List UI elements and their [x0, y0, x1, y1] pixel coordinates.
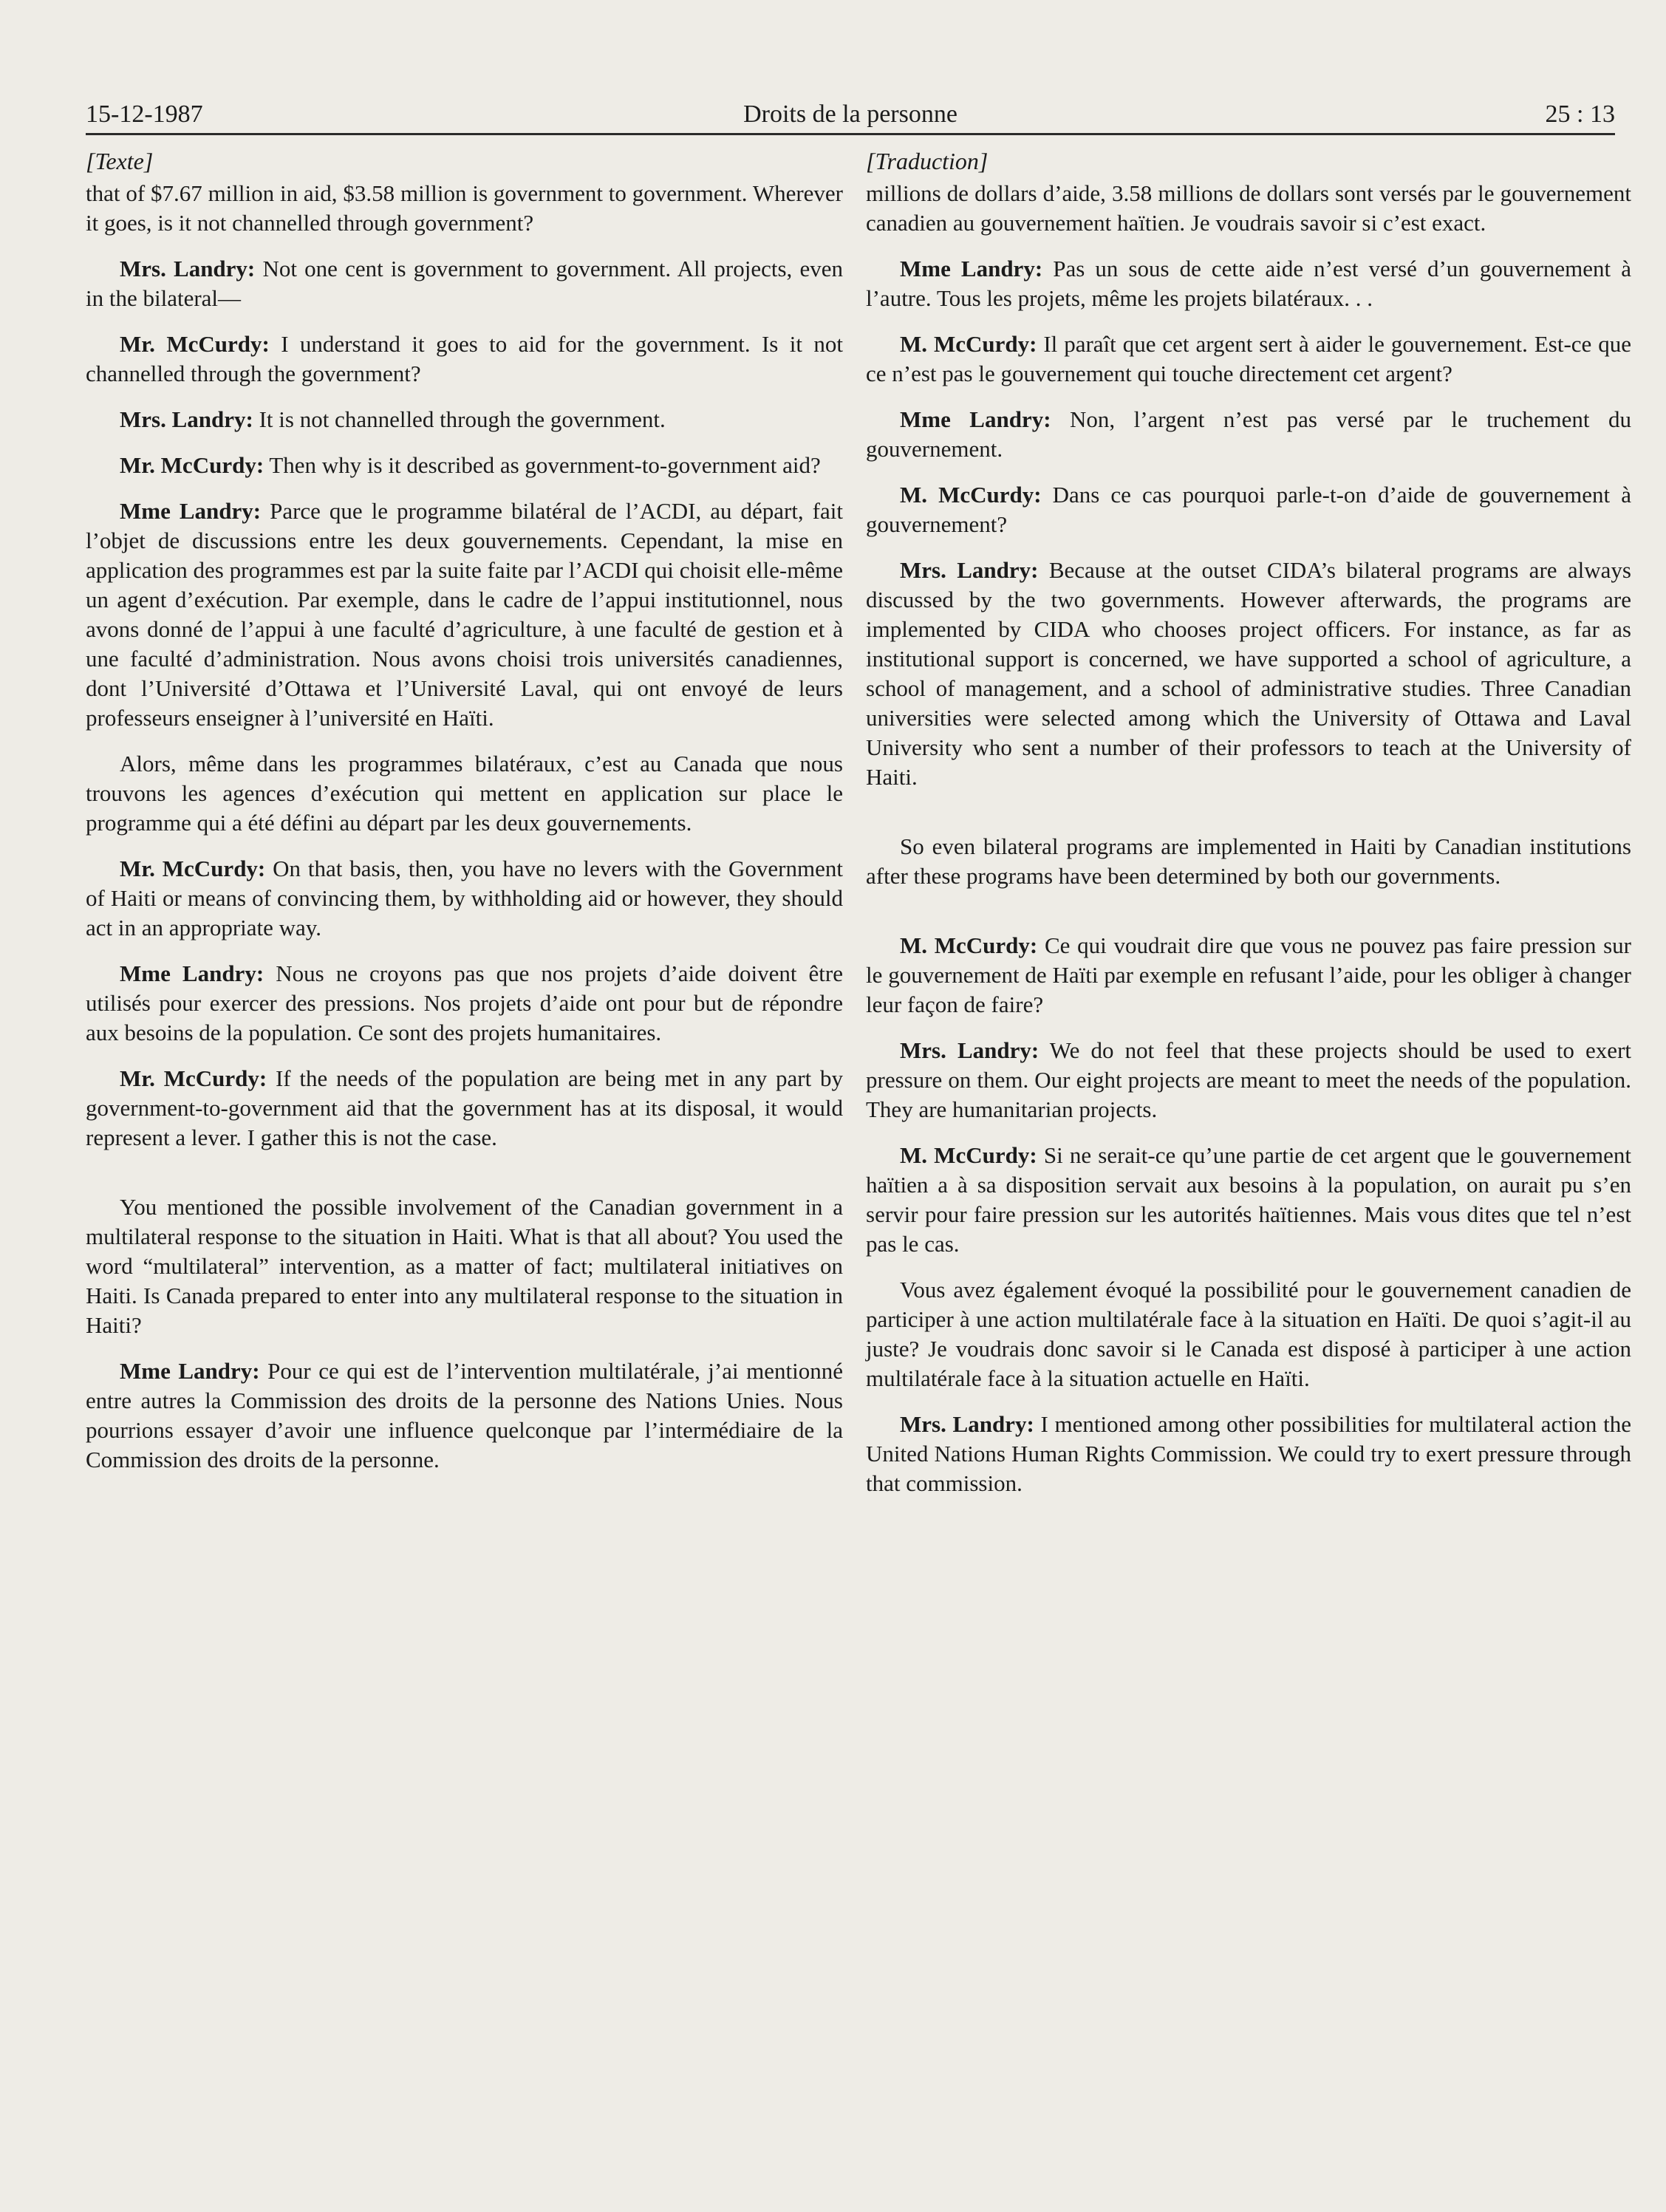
language-tag: [Texte]	[86, 148, 154, 174]
speaker: Mrs. Landry:	[900, 1037, 1039, 1063]
language-tag: [Traduction]	[866, 148, 989, 174]
paragraph: M. McCurdy: Si ne serait-ce qu’une partie de cet argent que le gouvernement haïtien a à sa disposition servait aux besoins à la population, on aurait pu s’en servir pour faire pression sur les autorités haïtiennes. Mais vous dites que tel n’est pas le cas.	[866, 1142, 1631, 1257]
header-page-number: 25 : 13	[1545, 100, 1615, 128]
paragraph: Mrs. Landry: I mentioned among other possibilities for multilateral action the United Nations Human Rights Commission. We could try to exert pressure through that commission.	[866, 1411, 1631, 1496]
speaker: Mrs. Landry:	[900, 1411, 1034, 1437]
paragraph: Mme Landry: Non, l’argent n’est pas versé par le truchement du gouvernement.	[866, 406, 1631, 462]
speaker: Mme Landry:	[120, 960, 264, 986]
speaker: Mrs. Landry:	[120, 406, 253, 432]
right-column	[866, 146, 1631, 1515]
paragraph: Mme Landry: Pour ce qui est de l’intervention multilatérale, j’ai mentionné entre autres la Commission des droits de la personne des Nations Unies. Nous pourrions essayer d’avoir une influence quelconque par l’intermédiaire de la Commission des droits de la personne.	[86, 1358, 843, 1472]
header-title: Droits de la personne	[743, 100, 957, 128]
speaker: M. McCurdy:	[900, 932, 1038, 958]
header-date: 15-12-1987	[86, 100, 203, 128]
paragraph: Mme Landry: Parce que le programme bilatéral de l’ACDI, au départ, fait l’objet de discussions entre les deux gouvernements. Cependant, la mise en application des programmes est par la suite faite par l’ACDI qui choisit elle-même un agent d’exécution. Par exemple, dans le cadre de l’appui institutionnel, nous avons donné de l’appui à une faculté d’agriculture, à une faculté de gestion et à une faculté d’administration. Nous avons choisi trois universités canadiennes, dont l’Université d’Ottawa et l’Université Laval, qui ont envoyé de leurs professeurs enseigner à l’université en Haïti.	[86, 498, 843, 731]
speaker: Mme Landry:	[900, 256, 1043, 281]
paragraph: Mrs. Landry: It is not channelled through the government.	[120, 406, 666, 432]
page-header	[86, 87, 1615, 135]
paragraph: So even bilateral programs are implemented in Haiti by Canadian institutions after these programs have been determined by both our governments.	[866, 833, 1631, 889]
paragraph: that of $7.67 million in aid, $3.58 million is government to government. Wherever it goes, is it not channelled through government?	[86, 180, 843, 236]
paragraph: Mr. McCurdy: If the needs of the population are being met in any part by government-to-government aid that the government has at its disposal, it would represent a lever. I gather this is not the case.	[86, 1065, 843, 1150]
paragraph: M. McCurdy: Dans ce cas pourquoi parle-t-on d’aide de gouvernement à gouvernement?	[866, 482, 1631, 537]
paragraph: You mentioned the possible involvement of the Canadian government in a multilateral response to the situation in Haiti. What is that all about? You used the word “multilateral” intervention, as a matter of fact; multilateral initiatives on Haiti. Is Canada prepared to enter into any multilateral response to the situation in Haiti?	[86, 1194, 843, 1338]
paragraph: Mr. McCurdy: I understand it goes to aid for the government. Is it not channelled through the government?	[86, 331, 843, 386]
paragraph: Mrs. Landry: Not one cent is government to government. All projects, even in the bilateral—	[86, 256, 843, 311]
speaker: Mme Landry:	[120, 498, 262, 524]
speaker: M. McCurdy:	[900, 482, 1042, 508]
paragraph: M. McCurdy: Ce qui voudrait dire que vous ne pouvez pas faire pression sur le gouvernement de Haïti par exemple en refusant l’aide, pour les obliger à changer leur façon de faire?	[866, 932, 1631, 1017]
speaker: M. McCurdy:	[900, 1142, 1037, 1168]
paragraph: Alors, même dans les programmes bilatéraux, c’est au Canada que nous trouvons les agences d’exécution qui mettent en application sur place le programme qui a été défini au départ par les deux gouvernements.	[86, 751, 843, 836]
speaker: M. McCurdy:	[900, 331, 1037, 357]
paragraph: millions de dollars d’aide, 3.58 millions de dollars sont versés par le gouvernement canadien au gouvernement haïtien. Je voudrais savoir si c’est exact.	[866, 180, 1631, 236]
speaker: Mr. McCurdy:	[120, 856, 266, 881]
paragraph: Mme Landry: Nous ne croyons pas que nos projets d’aide doivent être utilisés pour exercer des pressions. Nos projets d’aide ont pour but de répondre aux besoins de la population. Ce sont des projets humanitaires.	[86, 960, 843, 1045]
paragraph: Mme Landry: Pas un sous de cette aide n’est versé d’un gouvernement à l’autre. Tous les projets, même les projets bilatéraux. . .	[866, 256, 1631, 311]
speaker: Mr. McCurdy:	[120, 331, 270, 357]
paragraph: M. McCurdy: Il paraît que cet argent sert à aider le gouvernement. Est-ce que ce n’est pas le gouvernement qui touche directement cet argent?	[866, 331, 1631, 386]
paragraph: Mrs. Landry: We do not feel that these projects should be used to exert pressure on them. Our eight projects are meant to meet the needs of the population. They are humanitarian projects.	[866, 1037, 1632, 1122]
speaker: Mr. McCurdy:	[120, 1065, 267, 1091]
paragraph: Vous avez également évoqué la possibilité pour le gouvernement canadien de participer à une action multilatérale face à la situation en Haïti. De quoi s’agit-il au juste? Je voudrais donc savoir si le Canada est disposé à participer à une action multilatérale face à la situation actuelle en Haïti.	[866, 1277, 1631, 1391]
speaker: Mrs. Landry:	[900, 557, 1039, 583]
paragraph: Mr. McCurdy: On that basis, then, you have no levers with the Government of Haiti or means of convincing them, by withholding aid or however, they should act in an appropriate way.	[86, 856, 843, 941]
left-column	[86, 146, 843, 1491]
speaker: Mme Landry:	[900, 406, 1051, 432]
paragraph: Mrs. Landry: Because at the outset CIDA’s bilateral programs are always discussed by the two governments. However afterwards, the programs are implemented by CIDA who chooses project officers. For instance, as far as institutional support is concerned, we have supported a school of agriculture, a school of management, and a school of administrative studies. Three Canadian universities were selected among which the University of Ottawa and Laval University who sent a number of their professors to teach at the University of Haiti.	[866, 557, 1631, 790]
paragraph: Mr. McCurdy: Then why is it described as government-to-government aid?	[120, 452, 821, 478]
speaker: Mme Landry:	[120, 1358, 260, 1384]
speaker: Mrs. Landry:	[120, 256, 256, 281]
speaker: Mr. McCurdy:	[120, 452, 264, 478]
